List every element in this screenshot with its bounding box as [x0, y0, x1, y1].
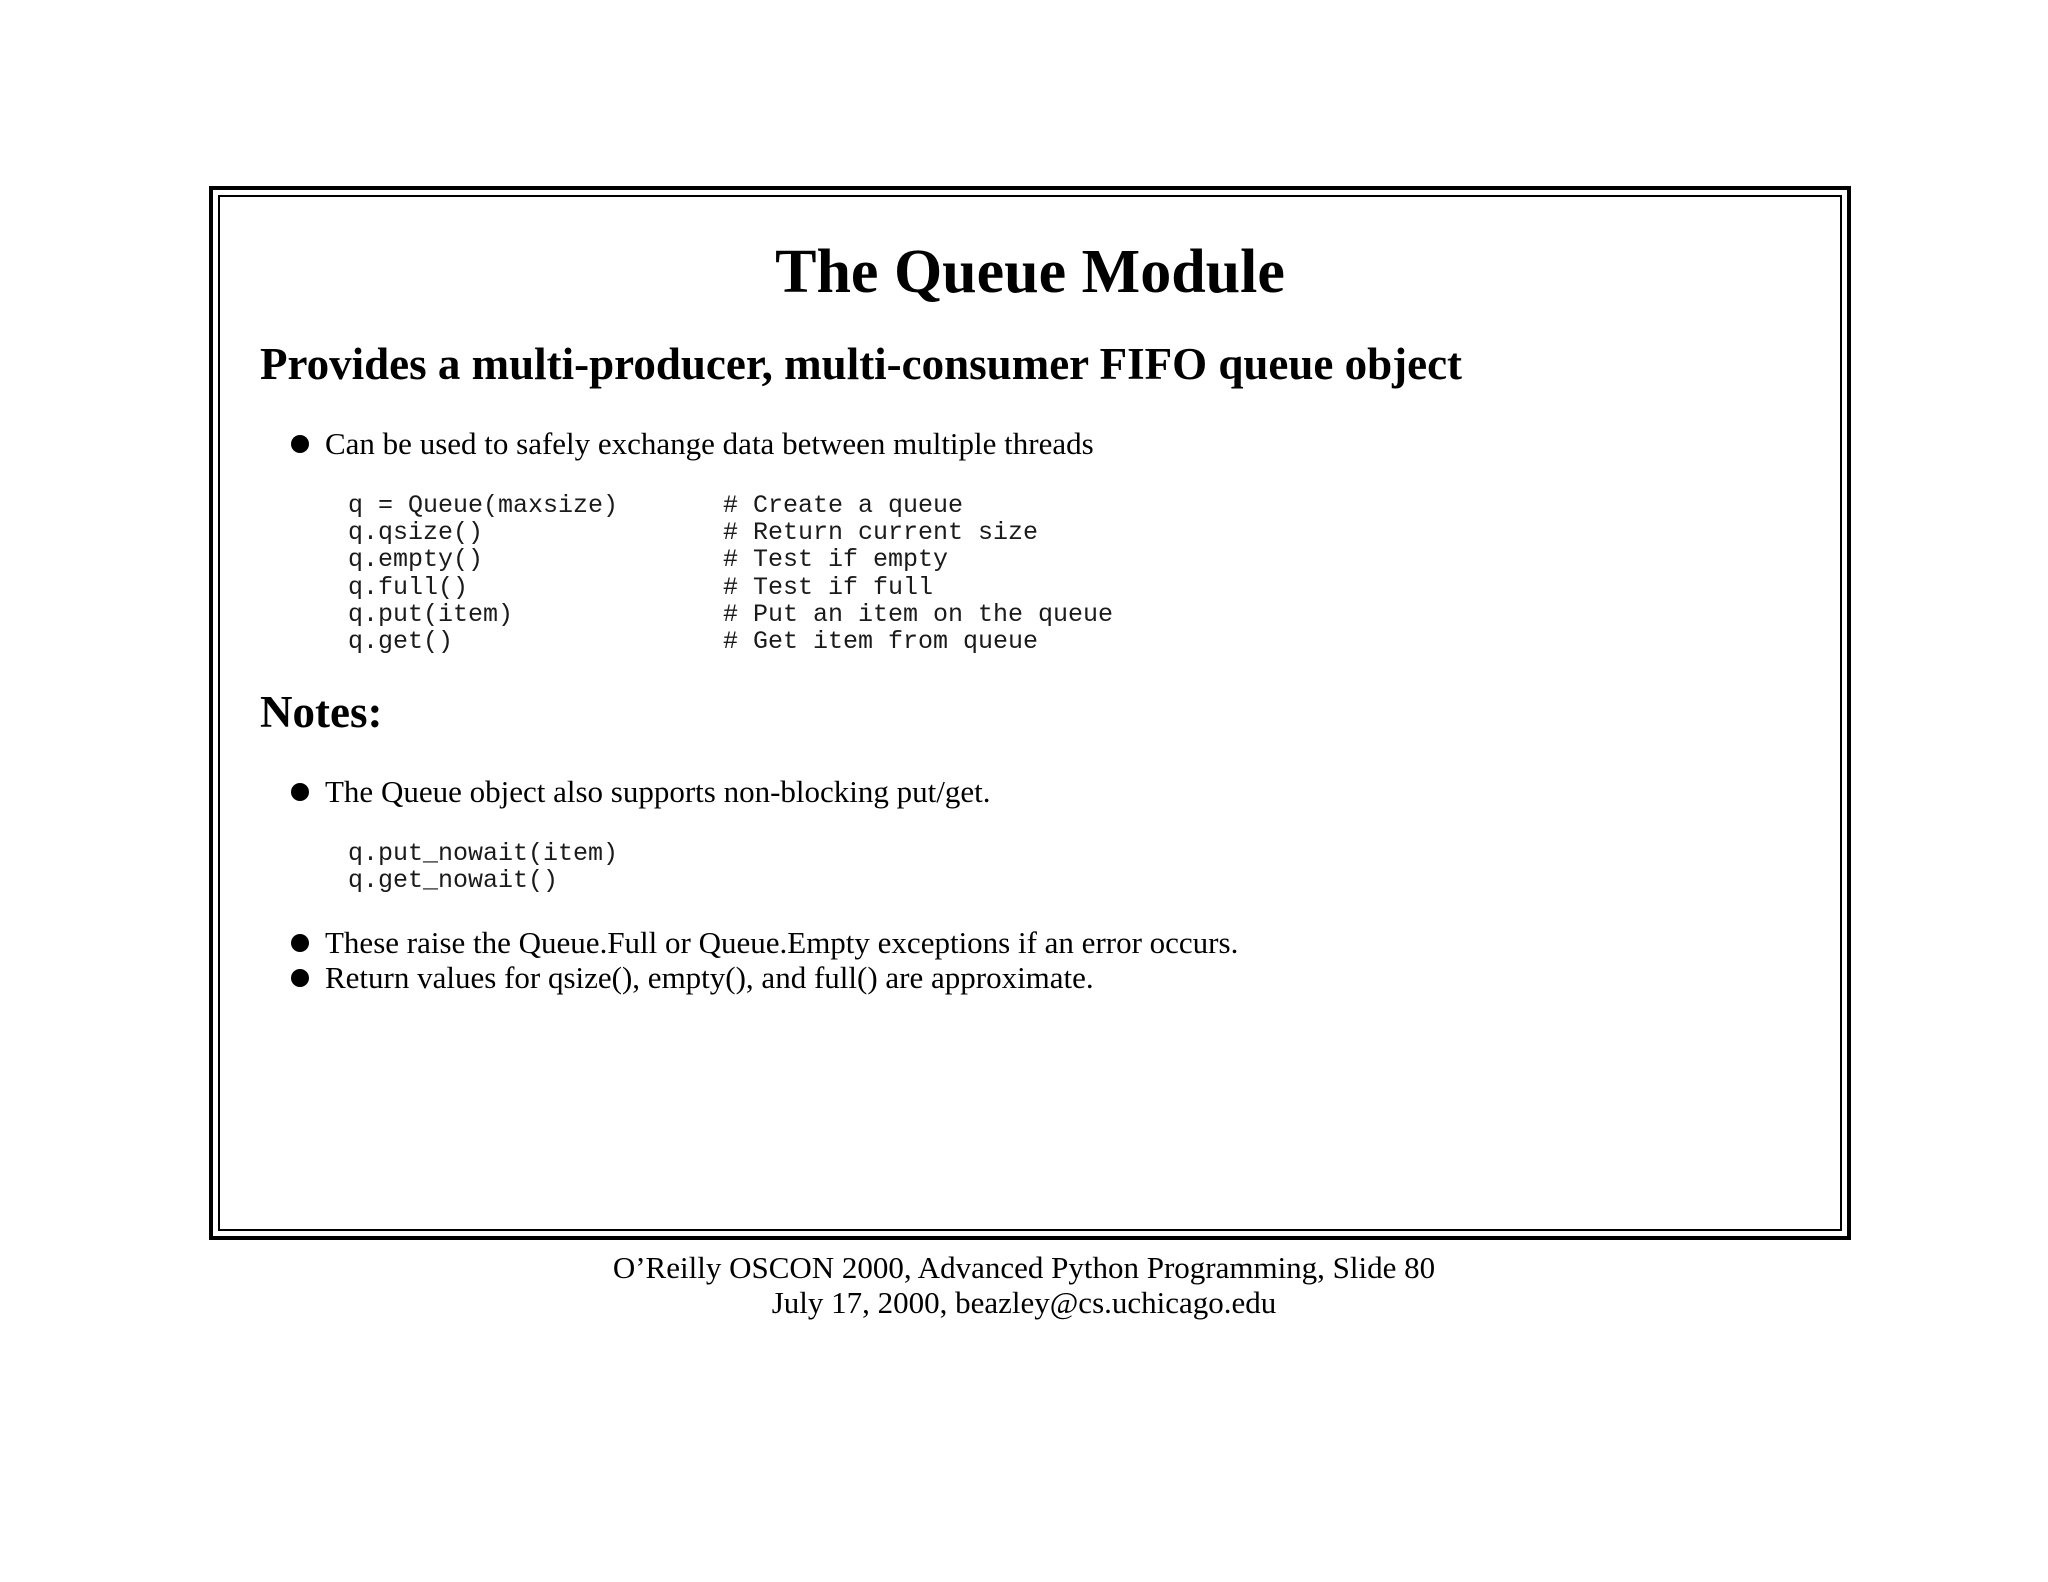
nonblocking-code-block: [348, 840, 618, 894]
api-code-block: [348, 492, 1113, 655]
code-expr: q.empty(): [348, 545, 484, 575]
code-comment: # Get item from queue: [723, 626, 1039, 656]
code-line: [348, 628, 1113, 655]
code-expr: q = Queue(maxsize): [348, 491, 619, 520]
footer-conference: O’Reilly OSCON 2000, Advanced Python Programming, Slide 80: [612, 1250, 1436, 1285]
bullet-nonblocking-text: The Queue object also supports non-blocking put/get.: [325, 774, 991, 809]
bullet-dot-icon: [291, 934, 309, 952]
bullet-exceptions: [291, 925, 1238, 961]
code-line: q.put_nowait(item): [348, 839, 619, 868]
code-line: [348, 574, 1113, 601]
code-expr: q.put(item): [348, 599, 514, 629]
code-comment: # Put an item on the queue: [723, 599, 1114, 629]
code-comment: # Return current size: [723, 518, 1039, 548]
code-expr: q.qsize(): [348, 518, 484, 548]
code-expr: q.full(): [348, 572, 469, 602]
bullet-approximate: [291, 960, 1094, 996]
code-line: [348, 492, 1113, 519]
bullet-dot-icon: [291, 783, 309, 801]
slide-frame: [209, 186, 1851, 1240]
section-heading-notes: Notes:: [260, 687, 383, 737]
bullet-nonblocking: [291, 774, 991, 810]
code-line: [348, 519, 1113, 546]
code-comment: # Test if full: [723, 572, 934, 602]
footer-date-email: July 17, 2000, beazley@cs.uchicago.edu: [771, 1285, 1277, 1320]
bullet-dot-icon: [291, 435, 309, 453]
bullet-usage-text: Can be used to safely exchange data between multiple threads: [325, 426, 1094, 461]
code-comment: # Test if empty: [723, 545, 949, 575]
bullet-exceptions-text: These raise the Queue.Full or Queue.Empty exceptions if an error occurs.: [325, 925, 1239, 960]
section-heading-overview: Provides a multi-producer, multi-consumer FIFO queue object: [260, 339, 1463, 389]
bullet-usage: [291, 426, 1094, 462]
code-expr: q.get(): [348, 626, 454, 656]
code-line: [348, 546, 1113, 573]
bullet-dot-icon: [291, 969, 309, 987]
slide-title: The Queue Module: [775, 238, 1285, 306]
code-line: [348, 601, 1113, 628]
code-line: q.get_nowait(): [348, 866, 559, 896]
bullet-approximate-text: Return values for qsize(), empty(), and full() are approximate.: [325, 960, 1094, 995]
code-comment: # Create a queue: [723, 491, 964, 520]
